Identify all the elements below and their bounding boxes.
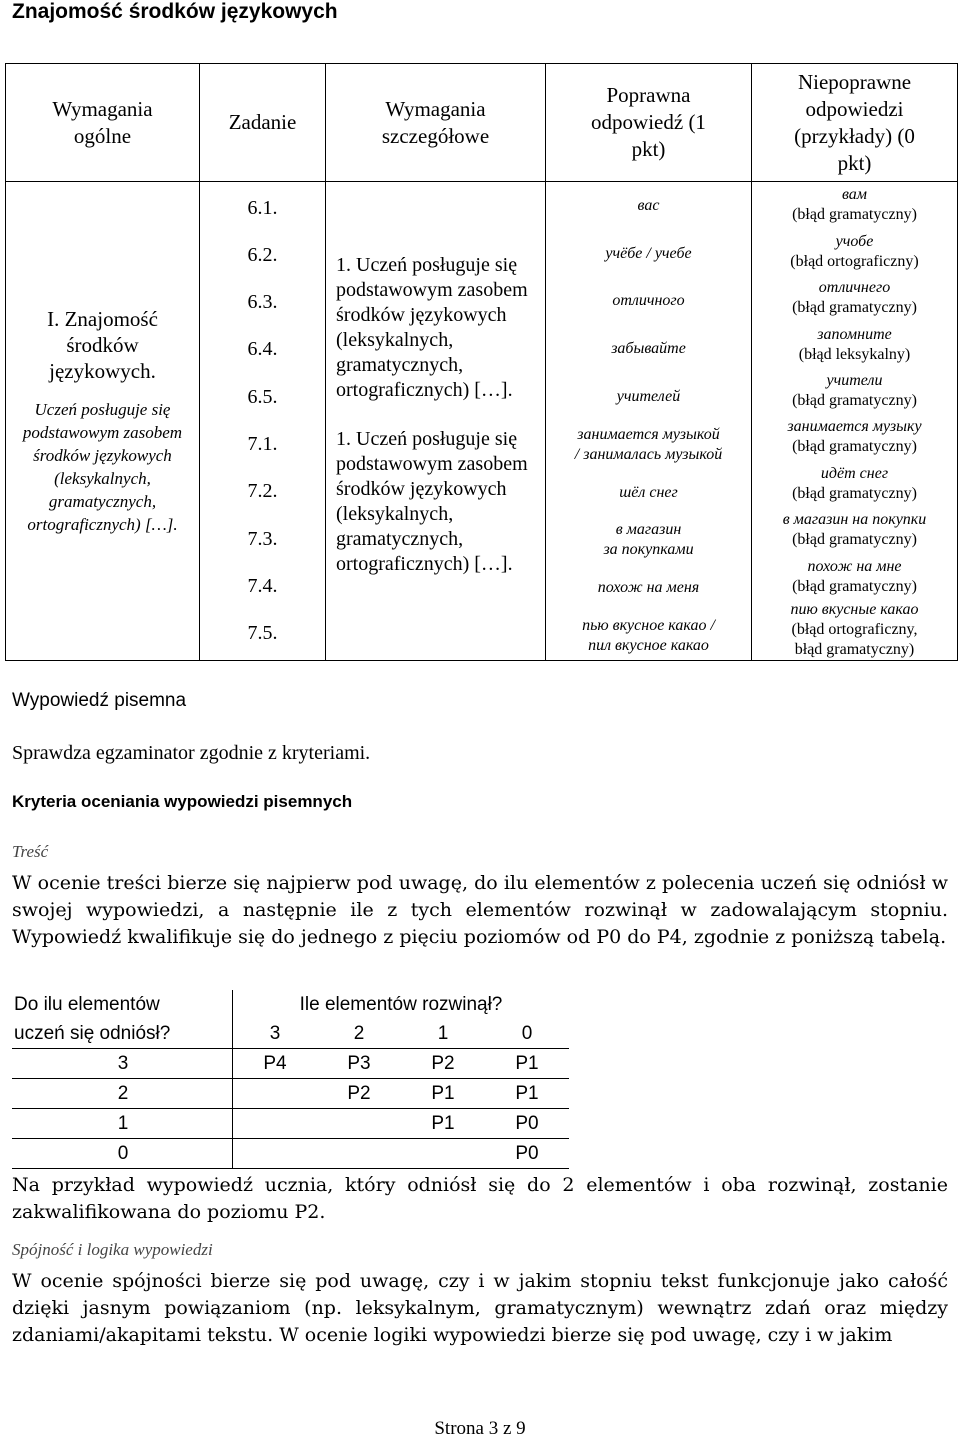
- correct-answer-line: шёл снег: [619, 483, 678, 501]
- header-poprawna: Poprawna odpowiedź (1 pkt): [546, 64, 752, 182]
- zadania-list: [200, 185, 325, 658]
- levels-row: [12, 1109, 569, 1139]
- levels-h1a: Do ilu elementów: [12, 990, 233, 1019]
- correct-answers-cell: [546, 182, 752, 661]
- levels-row-key: 2: [12, 1079, 233, 1109]
- correct-answer-line: учителей: [616, 388, 681, 406]
- zadanie-number: 7.1.: [247, 433, 278, 455]
- levels-cell: [401, 1139, 485, 1169]
- zadanie-number: 6.1.: [247, 196, 278, 219]
- error-type: (błąd gramatyczny): [792, 206, 917, 224]
- wrong-answer: [752, 275, 957, 321]
- wrong-answer-text: идёт снег: [820, 464, 889, 482]
- header-zadanie: Zadanie: [200, 64, 326, 182]
- wrong-answer-text: учобе: [835, 232, 874, 250]
- page-title: Znajomość środków językowych: [12, 0, 338, 23]
- correct-answer-line: в магазин: [615, 521, 682, 539]
- error-type: (błąd gramatyczny): [792, 438, 917, 456]
- wrong-answer: [752, 507, 957, 553]
- error-type: (błąd gramatyczny): [792, 391, 917, 409]
- wrong-answer-text: отличнего: [818, 279, 891, 297]
- szczegolowe-1: 1. Uczeń posługuje się podstawowym zasobem środków językowych (leksykalnych, gramatycznych, ortograficznych) […].: [336, 254, 528, 401]
- zadania-cell: [200, 182, 326, 661]
- ogolne-cell: [6, 182, 200, 661]
- zadanie-number: 6.3.: [247, 291, 278, 314]
- header-szczegolowe: Wymagania szczegółowe: [326, 64, 546, 182]
- kryteria-heading: Kryteria oceniania wypowiedzi pisemnych: [12, 792, 353, 811]
- wrong-answer: [752, 321, 957, 367]
- zadanie-number: 7.4.: [247, 574, 278, 597]
- levels-cell: P1: [485, 1079, 569, 1109]
- levels-cell: P1: [401, 1079, 485, 1109]
- zadanie-number: 7.3.: [247, 527, 278, 550]
- levels-cell: P3: [317, 1049, 401, 1079]
- correct-answer-line: пью вкусное какао /: [582, 617, 715, 635]
- correct-answer: [546, 182, 751, 230]
- wrong-answer: [752, 228, 957, 274]
- levels-col-header: 1: [401, 1019, 485, 1049]
- correct-answer: [546, 230, 751, 278]
- levels-cell: [233, 1079, 318, 1109]
- spojnosc-label: Spójność i logika wypowiedzi: [12, 1240, 213, 1259]
- error-type: (błąd gramatyczny): [792, 484, 917, 502]
- levels-row: [12, 1139, 569, 1169]
- wrong-answer-text: занимается музыку: [787, 418, 922, 436]
- levels-col-header: 3: [233, 1019, 318, 1049]
- correct-answer-line: пил вкусное какао: [588, 637, 709, 655]
- tresc-label: Treść: [12, 842, 49, 861]
- correct-answer: [546, 325, 751, 373]
- correct-answer-line: забывайте: [611, 340, 686, 358]
- levels-row: [12, 1079, 569, 1109]
- correct-answer: [546, 612, 751, 660]
- wrong-answer-text: пию вкусные какао: [790, 600, 919, 618]
- wrong-answer: [752, 414, 957, 460]
- tresc-text: W ocenie treści bierze się najpierw pod uwagę, do ilu elementów z polecenia uczeń się odniósł w swojej wypowiedzi, a następnie ile z tych elementów rozwinął w zadowalającym stopniu. Wypowiedź kwalifikuje się do jednego z pięciu poziomów od P0 do P4, zgodnie z poniższą tabelą.: [12, 872, 948, 948]
- wrong-answer-text: в магазин на покупки: [782, 511, 927, 529]
- correct-answer-line: отличного: [612, 292, 685, 310]
- levels-row-key: 3: [12, 1049, 233, 1079]
- correct-answer: [546, 517, 751, 565]
- correct-answer: [546, 373, 751, 421]
- wrong-answer-text: вам: [841, 186, 868, 204]
- error-type: (błąd gramatyczny): [792, 531, 917, 549]
- wrong-answer-text: похож на мне: [807, 557, 902, 575]
- levels-cell: P0: [485, 1109, 569, 1139]
- levels-cell: P1: [401, 1109, 485, 1139]
- correct-answer-line: похож на меня: [597, 579, 700, 597]
- zadanie-number: 6.4.: [247, 338, 278, 361]
- ogolne-main: I. Znajomość środków językowych.: [47, 307, 158, 383]
- correct-answer: [546, 469, 751, 517]
- levels-cell: [317, 1109, 401, 1139]
- example-text: Na przykład wypowiedź ucznia, który odniósł się do 2 elementów i oba rozwinął, zostanie zakwalifikowana do poziomu P2.: [12, 1174, 948, 1223]
- levels-h1b: uczeń się odniósł?: [12, 1019, 233, 1049]
- zadanie-number: 7.2.: [247, 480, 278, 503]
- wrong-answers-cell: [752, 182, 958, 661]
- ogolne-italic: Uczeń posługuje się podstawowym zasobem środków językowych (leksykalnych, gramatycznych, ortograficznych) […].: [22, 400, 183, 534]
- zadanie-number: 6.5.: [247, 385, 278, 408]
- error-type: (błąd gramatyczny): [792, 577, 917, 595]
- zadanie-number: 7.5.: [247, 622, 278, 645]
- szczegolowe-cell: [326, 182, 546, 661]
- wrong-answer-text: запомните: [817, 325, 892, 343]
- levels-cell: P2: [317, 1079, 401, 1109]
- correct-answer: [546, 421, 751, 469]
- correct-answer: [546, 278, 751, 326]
- levels-col-header: 2: [317, 1019, 401, 1049]
- error-type: (błąd gramatyczny): [792, 299, 917, 317]
- levels-cell: P4: [233, 1049, 318, 1079]
- error-type: (błąd ortograficzny): [790, 252, 919, 270]
- wyp-heading: Wypowiedź pisemna: [12, 690, 187, 711]
- correct-answer: [546, 564, 751, 612]
- levels-col-header: 0: [485, 1019, 569, 1049]
- wrong-answer: [752, 182, 957, 228]
- szczegolowe-2: 1. Uczeń posługuje się podstawowym zasobem środków językowych (leksykalnych, gramatycznych, ortograficznych) […].: [336, 428, 528, 575]
- error-type: (błąd ortograficzny,: [791, 620, 918, 638]
- levels-cell: [233, 1109, 318, 1139]
- answer-key-table: [5, 63, 958, 661]
- levels-row-key: 1: [12, 1109, 233, 1139]
- levels-cell: P0: [485, 1139, 569, 1169]
- levels-cell: [233, 1139, 318, 1169]
- levels-cell: [317, 1139, 401, 1169]
- sprawdza-text: Sprawdza egzaminator zgodnie z kryteriami.: [12, 742, 371, 764]
- correct-answer-line: занимается музыкой: [577, 425, 720, 443]
- page-footer: Strona 3 z 9: [434, 1418, 526, 1439]
- error-type-2: błąd gramatyczny): [794, 640, 915, 658]
- error-type: (błąd leksykalny): [798, 345, 911, 363]
- spojnosc-text: W ocenie spójności bierze się pod uwagę, czy i w jakim stopniu tekst funkcjonuje jako całość dzięki jasnym powiązaniom (np. leksykalnym, gramatycznym) wewnątrz zdań oraz między zdaniami/akapitami tekstu. W ocenie logiki wypowiedzi bierze się pod uwagę, czy i w jakim: [12, 1270, 948, 1346]
- header-niepoprawne: Niepoprawne odpowiedzi (przykłady) (0 pkt): [752, 64, 958, 182]
- correct-answers: [546, 182, 751, 660]
- header-ogolne: Wymagania ogólne: [6, 64, 200, 182]
- correct-answer-line: вас: [637, 196, 660, 214]
- levels-h2: Ile elementów rozwinął?: [299, 993, 503, 1015]
- wrong-answer: [752, 554, 957, 600]
- wrong-answer: [752, 600, 957, 660]
- wrong-answer: [752, 461, 957, 507]
- zadanie-number: 6.2.: [247, 243, 278, 266]
- correct-answer-line: за покупками: [603, 541, 694, 559]
- levels-row-key: 0: [12, 1139, 233, 1169]
- correct-answer-line: учёбе / учебе: [605, 244, 692, 262]
- levels-row: [12, 1049, 569, 1079]
- levels-cell: P2: [401, 1049, 485, 1079]
- wrong-answer: [752, 368, 957, 414]
- levels-table: [12, 990, 569, 1169]
- wrong-answer-text: учители: [826, 371, 883, 389]
- wrong-answers: [752, 182, 957, 660]
- levels-cell: P1: [485, 1049, 569, 1079]
- correct-answer-line: / занималась музыкой: [574, 445, 723, 463]
